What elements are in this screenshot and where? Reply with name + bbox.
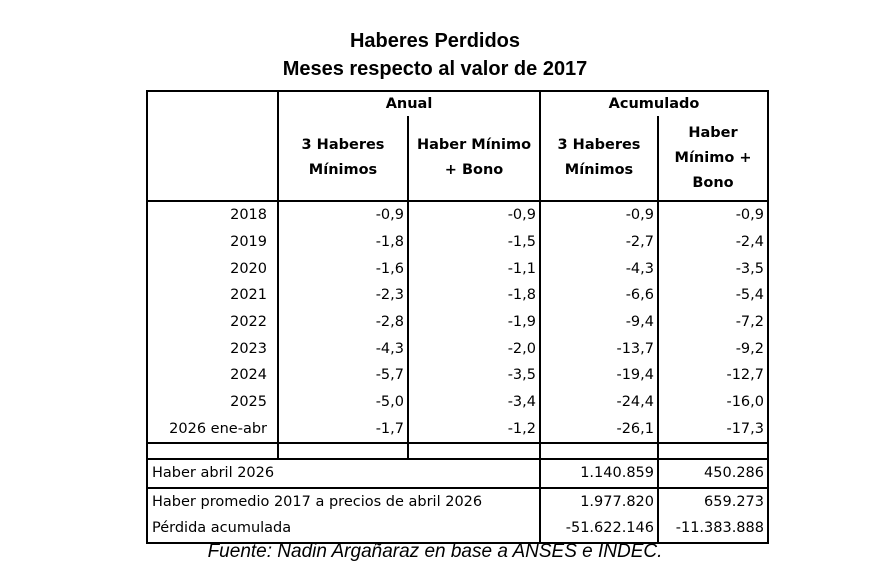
acum-minimos-cell: -4,3 <box>540 255 658 282</box>
anual-bono-cell: -1,9 <box>408 309 540 336</box>
acum-minimos-cell: -2,7 <box>540 229 658 256</box>
table-row <box>147 362 768 389</box>
header-line: Mínimos <box>308 162 378 178</box>
acum-bono-cell: -5,4 <box>658 282 768 309</box>
acum-bono-cell: -17,3 <box>658 416 768 444</box>
anual-minimos-cell: -0,9 <box>278 201 408 229</box>
anual-minimos-cell: -2,8 <box>278 309 408 336</box>
anual-bono-cell: -2,0 <box>408 335 540 362</box>
table-row <box>147 201 768 229</box>
year-cell: 2024 <box>147 362 278 389</box>
anual-minimos-cell: -4,3 <box>278 335 408 362</box>
table-row <box>147 309 768 336</box>
anual-bono-cell: -3,5 <box>408 362 540 389</box>
summary-label: Haber promedio 2017 a precios de abril 2026 <box>147 488 540 516</box>
year-cell: 2025 <box>147 389 278 416</box>
acum-bono-cell: -16,0 <box>658 389 768 416</box>
header-line: Haber <box>688 124 738 141</box>
source-note: Fuente: Nadin Argañaraz en base a ANSES e INDEC. <box>207 541 663 562</box>
spacer-row <box>147 443 768 459</box>
table-row <box>147 416 768 444</box>
header-line: Haber Mínimo <box>416 137 532 153</box>
acum-minimos-cell: -13,7 <box>540 335 658 362</box>
spacer-cell <box>658 443 768 459</box>
table-row <box>147 229 768 256</box>
group-header-acumulado: Acumulado <box>540 91 768 116</box>
spacer-cell <box>408 443 540 459</box>
header-line: + Bono <box>444 162 504 178</box>
table-row <box>147 255 768 282</box>
corner-cell <box>147 91 278 116</box>
acum-bono-cell: -3,5 <box>658 255 768 282</box>
spacer-cell <box>147 443 278 459</box>
acum-minimos-cell: -24,4 <box>540 389 658 416</box>
col-header-acum-bono <box>658 116 768 201</box>
table-row <box>147 389 768 416</box>
summary-acum-bono: 659.273 <box>658 488 768 516</box>
summary-label: Haber abril 2026 <box>147 459 540 488</box>
anual-minimos-cell: -1,7 <box>278 416 408 444</box>
table-subtitle: Meses respecto al valor de 2017 <box>282 58 588 80</box>
header-line: Bono <box>692 174 734 191</box>
acum-bono-cell: -7,2 <box>658 309 768 336</box>
table-row <box>147 282 768 309</box>
header-line: 3 Haberes <box>557 137 641 153</box>
header-line: 3 Haberes <box>301 137 385 153</box>
year-cell: 2021 <box>147 282 278 309</box>
acum-minimos-cell: -6,6 <box>540 282 658 309</box>
group-header-anual: Anual <box>278 91 540 116</box>
spacer-cell <box>540 443 658 459</box>
year-cell: 2023 <box>147 335 278 362</box>
anual-minimos-cell: -5,0 <box>278 389 408 416</box>
anual-bono-cell: -3,4 <box>408 389 540 416</box>
anual-minimos-cell: -5,7 <box>278 362 408 389</box>
anual-bono-cell: -1,1 <box>408 255 540 282</box>
anual-bono-cell: -0,9 <box>408 201 540 229</box>
group-header-row <box>147 91 768 116</box>
summary-row <box>147 515 768 543</box>
acum-minimos-cell: -19,4 <box>540 362 658 389</box>
column-header-row <box>147 116 768 201</box>
acum-bono-cell: -2,4 <box>658 229 768 256</box>
year-cell: 2019 <box>147 229 278 256</box>
year-cell: 2026 ene-abr <box>147 416 278 444</box>
acum-minimos-cell: -9,4 <box>540 309 658 336</box>
anual-bono-cell: -1,2 <box>408 416 540 444</box>
col-header-anual-bono <box>408 116 540 201</box>
col-header-acum-minimos <box>540 116 658 201</box>
year-cell: 2020 <box>147 255 278 282</box>
acum-bono-cell: -12,7 <box>658 362 768 389</box>
spacer-cell <box>278 443 408 459</box>
table-row <box>147 335 768 362</box>
header-line: Mínimo + <box>674 149 752 166</box>
table-title: Haberes Perdidos <box>349 30 521 52</box>
corner-cell-lower <box>147 116 278 201</box>
anual-bono-cell: -1,5 <box>408 229 540 256</box>
year-cell: 2022 <box>147 309 278 336</box>
col-header-anual-minimos <box>278 116 408 201</box>
summary-acum-minimos: -51.622.146 <box>540 515 658 543</box>
summary-acum-minimos: 1.140.859 <box>540 459 658 488</box>
summary-label: Pérdida acumulada <box>147 515 540 543</box>
acum-bono-cell: -9,2 <box>658 335 768 362</box>
summary-row <box>147 488 768 516</box>
anual-bono-cell: -1,8 <box>408 282 540 309</box>
anual-minimos-cell: -1,8 <box>278 229 408 256</box>
anual-minimos-cell: -2,3 <box>278 282 408 309</box>
summary-acum-bono: -11.383.888 <box>658 515 768 543</box>
acum-minimos-cell: -26,1 <box>540 416 658 444</box>
haberes-table <box>146 90 769 544</box>
summary-acum-bono: 450.286 <box>658 459 768 488</box>
anual-minimos-cell: -1,6 <box>278 255 408 282</box>
acum-bono-cell: -0,9 <box>658 201 768 229</box>
summary-acum-minimos: 1.977.820 <box>540 488 658 516</box>
summary-row <box>147 459 768 488</box>
acum-minimos-cell: -0,9 <box>540 201 658 229</box>
year-cell: 2018 <box>147 201 278 229</box>
header-line: Mínimos <box>564 162 634 178</box>
